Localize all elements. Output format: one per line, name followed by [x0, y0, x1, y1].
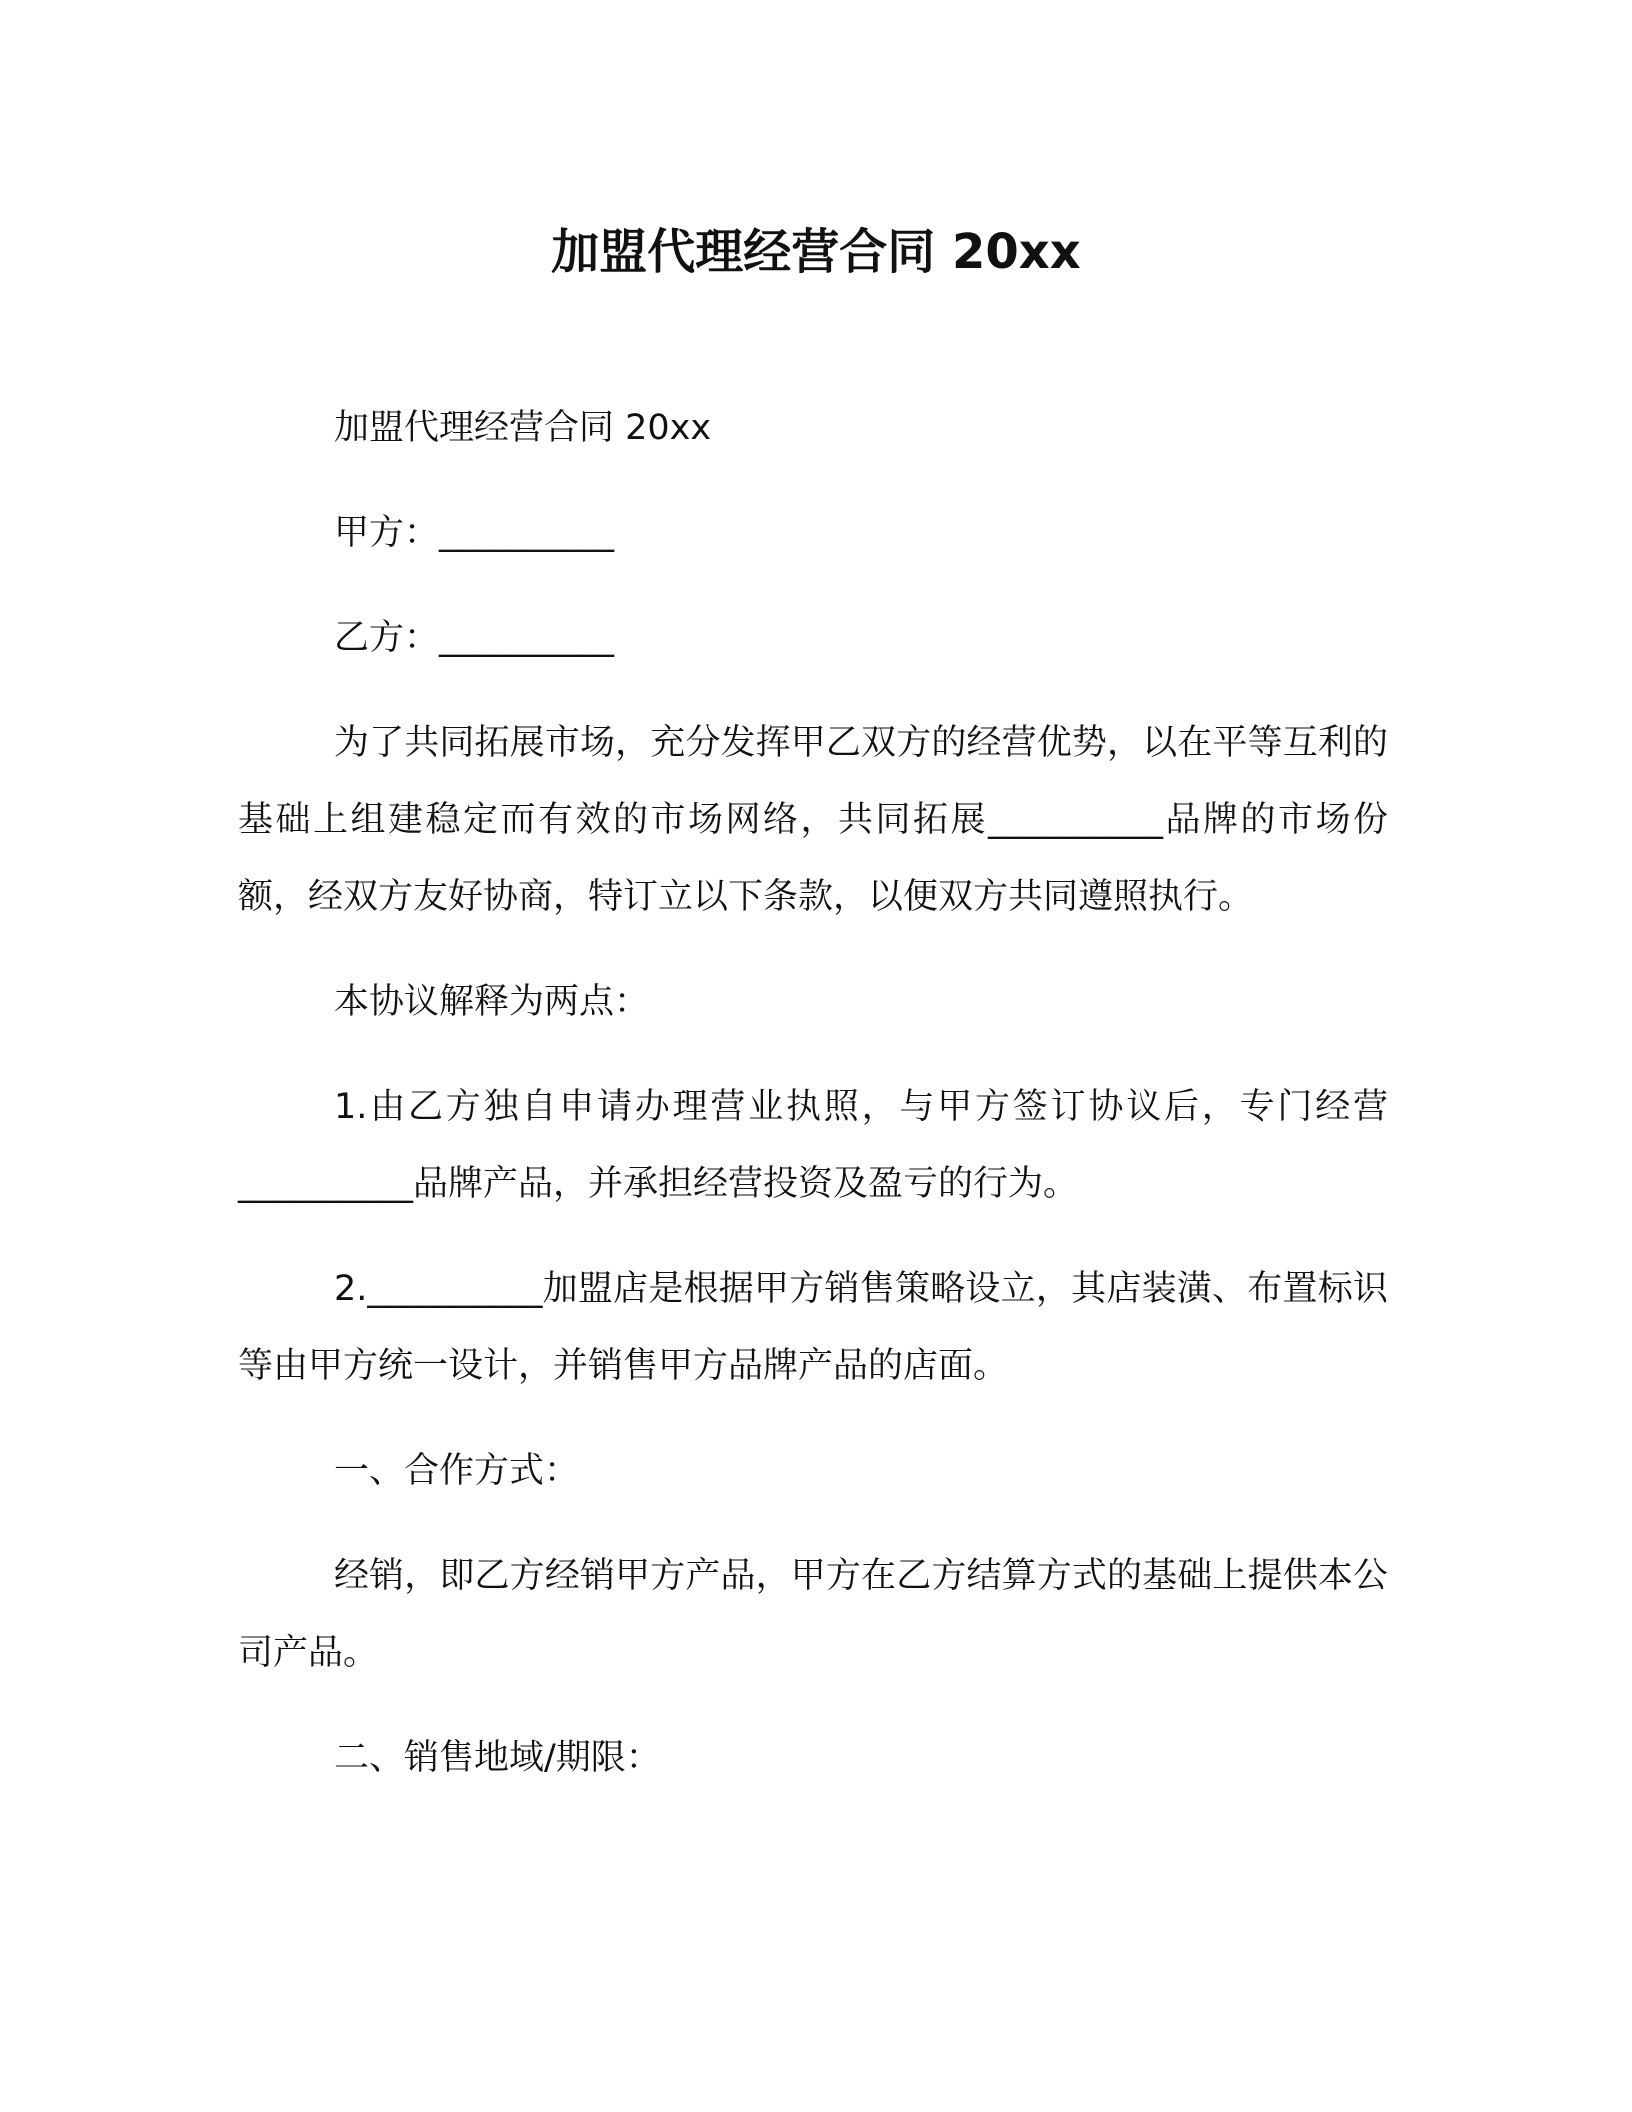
intro-paragraph: 为了共同拓展市场，充分发挥甲乙双方的经营优势，以在平等互利的基础上组建稳定而有效的市场网络，共同拓展__________品牌的市场份额，经双方友好协商，特订立以下条款，以便双方共同遵照执行。 [238, 723, 1388, 917]
cooperation-paragraph: 经销，即乙方经销甲方产品，甲方在乙方结算方式的基础上提供本公司产品。 [238, 1556, 1388, 1673]
document-body [238, 390, 1388, 1825]
explanation-point-1: 1.由乙方独自申请办理营业执照，与甲方签订协议后，专门经营__________品牌产品，并承担经营投资及盈亏的行为。 [238, 1087, 1388, 1204]
section-heading-sales-region: 二、销售地域/期限： [334, 1738, 661, 1778]
agreement-explanation-heading: 本协议解释为两点： [334, 982, 650, 1022]
document-title: 加盟代理经营合同 20xx [551, 224, 1081, 280]
subtitle-paragraph: 加盟代理经营合同 20xx [334, 408, 712, 448]
explanation-point-2: 2.__________加盟店是根据甲方销售策略设立，其店装潢、布置标识等由甲方统一设计，并销售甲方品牌产品的店面。 [238, 1269, 1388, 1386]
party-b-line: 乙方：__________ [334, 618, 615, 658]
party-a-line: 甲方：__________ [334, 513, 615, 553]
section-heading-cooperation: 一、合作方式： [334, 1451, 580, 1491]
